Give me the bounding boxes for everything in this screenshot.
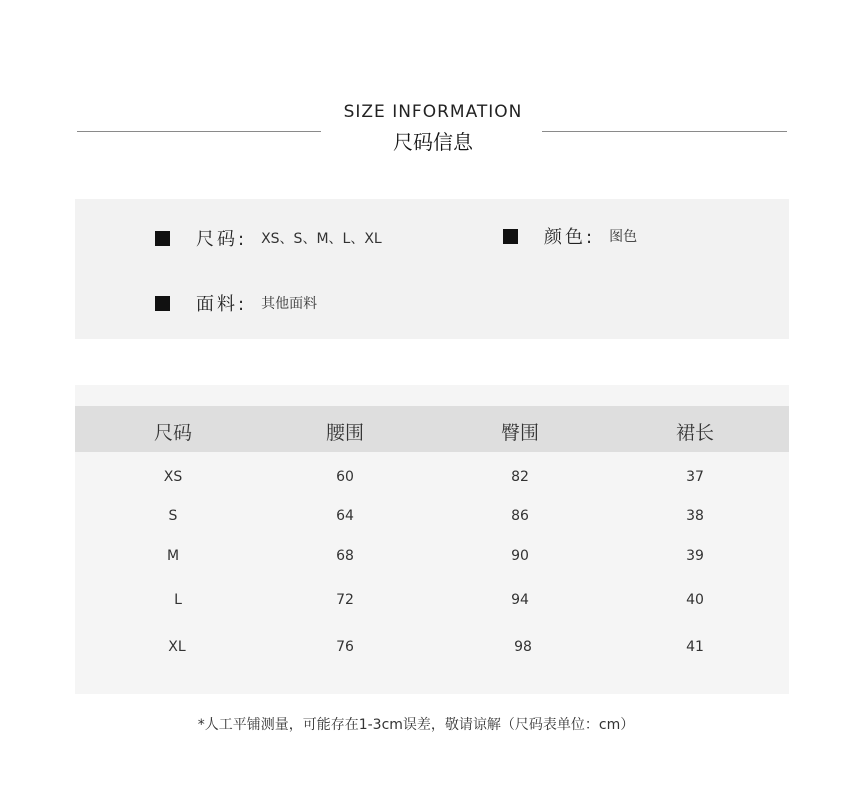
header-waist: 腰围 bbox=[325, 422, 364, 444]
header-hip: 臀围 bbox=[500, 422, 539, 444]
info-fabric bbox=[155, 291, 317, 315]
square-bullet-icon bbox=[155, 231, 170, 246]
table-cell-hip: 94 bbox=[511, 592, 529, 608]
square-bullet-icon bbox=[503, 229, 518, 244]
table-cell-waist: 68 bbox=[336, 548, 354, 564]
table-cell-size: XS bbox=[163, 469, 183, 485]
table-row bbox=[75, 469, 789, 493]
table-cell-length: 37 bbox=[686, 469, 704, 485]
size-table bbox=[75, 385, 789, 694]
table-cell-length: 39 bbox=[686, 548, 704, 564]
table-row bbox=[75, 548, 789, 572]
header-title-zh: 尺码信息 bbox=[393, 130, 473, 154]
info-size-label: 尺码: bbox=[196, 229, 248, 250]
table-cell-hip: 86 bbox=[511, 508, 529, 524]
table-cell-length: 38 bbox=[686, 508, 704, 524]
table-cell-size: L bbox=[174, 592, 182, 608]
table-cell-hip: 98 bbox=[514, 639, 532, 655]
product-info-panel bbox=[75, 199, 789, 339]
table-cell-waist: 64 bbox=[336, 508, 354, 524]
header-title-en: SIZE INFORMATION bbox=[343, 102, 523, 122]
table-cell-hip: 82 bbox=[511, 469, 529, 485]
table-cell-waist: 76 bbox=[336, 639, 354, 655]
table-cell-waist: 72 bbox=[336, 592, 354, 608]
table-cell-length: 41 bbox=[686, 639, 704, 655]
table-cell-size: XL bbox=[168, 639, 186, 655]
info-color-label: 颜色: bbox=[544, 227, 596, 248]
header-length: 裙长 bbox=[675, 422, 714, 444]
size-information-header bbox=[0, 98, 866, 158]
header-size: 尺码 bbox=[153, 422, 192, 444]
table-row bbox=[75, 592, 789, 616]
table-cell-size: S bbox=[168, 508, 178, 524]
table-row bbox=[75, 639, 789, 663]
table-row bbox=[75, 508, 789, 532]
table-cell-size: M bbox=[166, 548, 180, 564]
info-fabric-value: 其他面料 bbox=[261, 296, 318, 312]
info-color-value: 图色 bbox=[609, 229, 638, 245]
square-bullet-icon bbox=[155, 296, 170, 311]
info-size-value: XS、S、M、L、XL bbox=[261, 231, 382, 247]
measurement-note: *人工平铺测量，可能存在1-3cm误差，敬请谅解（尺码表单位：cm） bbox=[197, 717, 635, 733]
table-cell-waist: 60 bbox=[336, 469, 354, 485]
table-cell-length: 40 bbox=[686, 592, 704, 608]
info-fabric-label: 面料: bbox=[196, 294, 248, 315]
info-size bbox=[155, 226, 382, 250]
size-table-header bbox=[75, 406, 789, 452]
info-color bbox=[503, 224, 637, 248]
table-cell-hip: 90 bbox=[511, 548, 529, 564]
